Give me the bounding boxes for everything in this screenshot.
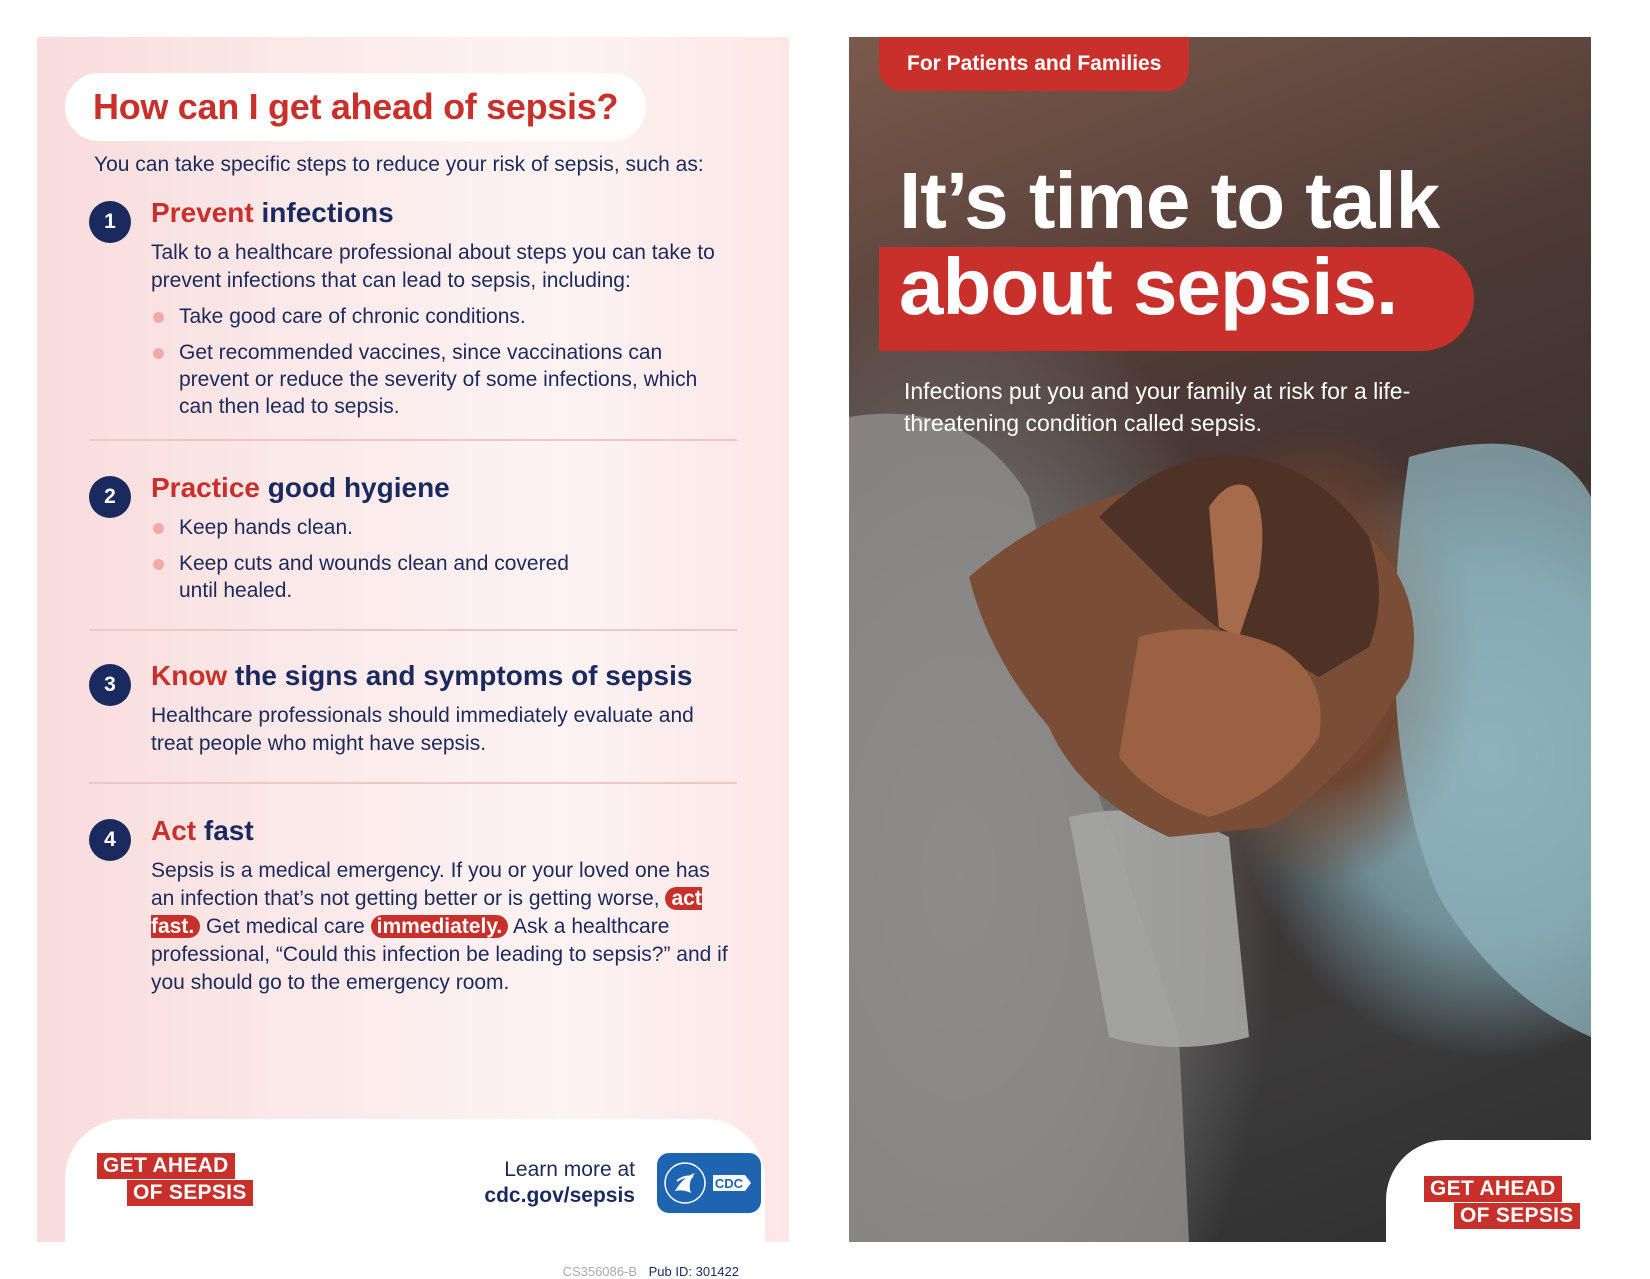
cover-subtext: Infections put you and your family at risk for a life-threatening condition called sepsis.	[904, 378, 1411, 436]
publication-info	[563, 1264, 739, 1279]
bullet-item: Take good care of chronic conditions.	[151, 303, 731, 330]
step-heading-rest: the signs and symptoms of sepsis	[235, 660, 693, 691]
step-number-badge: 4	[89, 819, 131, 861]
cdc-logo	[657, 1153, 761, 1213]
title-pill	[65, 73, 646, 141]
step-body	[151, 857, 731, 997]
footer-card	[65, 1119, 765, 1279]
headline-line-1: It’s time to talk	[899, 156, 1440, 245]
corner-logo-card	[1386, 1140, 1591, 1242]
bullet-item: Keep hands clean.	[151, 514, 731, 541]
logo-line-1: GET AHEAD	[97, 1153, 235, 1179]
step-body	[151, 702, 731, 758]
bullet-list	[151, 514, 731, 604]
step-number-badge: 2	[89, 476, 131, 518]
learn-more-label: Learn more at	[504, 1158, 635, 1181]
step-heading-verb: Prevent	[151, 197, 254, 228]
divider	[89, 782, 737, 784]
step-description-part: Sepsis is a medical emergency. If you or your loved one has an infection that’s not getting better or is getting worse,	[151, 859, 710, 910]
highlight-immediately: immediately.	[371, 915, 509, 938]
hhs-eagle-icon	[657, 1153, 761, 1213]
learn-more	[445, 1157, 635, 1209]
bullet-list	[151, 303, 731, 420]
audience-tab: For Patients and Families	[879, 37, 1189, 91]
logo-line-1: GET AHEAD	[1424, 1176, 1562, 1202]
step-heading-rest: good hygiene	[267, 472, 450, 503]
logo-line-2: OF SEPSIS	[127, 1180, 253, 1206]
right-panel-cover	[849, 37, 1591, 1242]
step-body	[151, 239, 731, 429]
step-number-badge: 1	[89, 201, 131, 243]
step-heading-verb: Know	[151, 660, 228, 691]
publication-code: CS356086-B	[562, 1264, 638, 1279]
step-heading-verb: Practice	[151, 472, 260, 503]
bullet-item: Keep cuts and wounds clean and covered until healed.	[151, 550, 599, 604]
step-heading-rest: infections	[261, 197, 394, 228]
cdc-url-link[interactable]: cdc.gov/sepsis	[484, 1184, 635, 1207]
step-heading-rest: fast	[203, 815, 254, 846]
step-description: Healthcare professionals should immediately evaluate and treat people who might have sepsis.	[151, 704, 694, 755]
publication-id: Pub ID: 301422	[648, 1264, 739, 1279]
step-description: Talk to a healthcare professional about steps you can take to prevent infections that can lead to sepsis, including:	[151, 241, 715, 292]
step-heading-verb: Act	[151, 815, 197, 846]
divider	[89, 439, 737, 441]
step-number-badge: 3	[89, 664, 131, 706]
step-heading	[151, 660, 692, 692]
headline-line-2: about sepsis.	[899, 242, 1398, 331]
step-heading	[151, 197, 394, 229]
intro-text: You can take specific steps to reduce your risk of sepsis, such as:	[94, 153, 704, 176]
step-heading	[151, 472, 450, 504]
divider	[89, 629, 737, 631]
page-title: How can I get ahead of sepsis?	[93, 86, 619, 127]
cdc-text: CDC	[714, 1176, 744, 1191]
left-panel	[37, 37, 789, 1279]
highlight-act-fast: act fast.	[151, 887, 702, 938]
step-body	[151, 506, 731, 613]
step-description-part: Get medical care	[206, 915, 365, 938]
bullet-item: Get recommended vaccines, since vaccinations can prevent or reduce the severity of some infections, which can then lead to sepsis.	[151, 339, 731, 420]
step-heading	[151, 815, 254, 847]
step-description-part: Ask a healthcare professional, “Could this infection be leading to sepsis?” and if you should go to the emergency room.	[151, 915, 728, 994]
logo-line-2: OF SEPSIS	[1454, 1203, 1580, 1229]
